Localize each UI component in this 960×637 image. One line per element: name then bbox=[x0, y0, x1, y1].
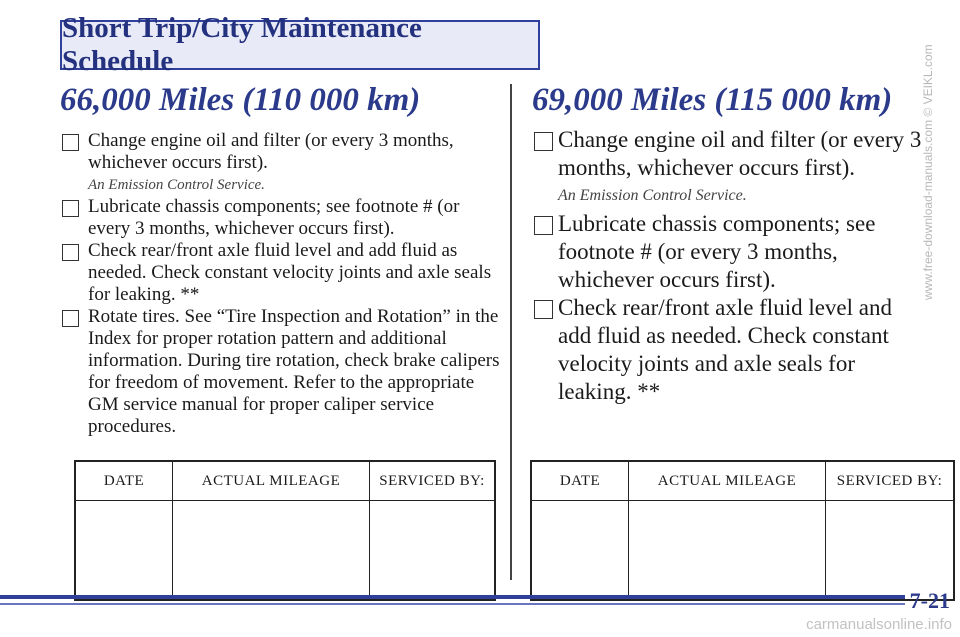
checkbox-icon[interactable] bbox=[62, 134, 79, 151]
mileage-cell[interactable] bbox=[629, 501, 826, 601]
right-service-log-table bbox=[530, 460, 955, 601]
checkbox-icon[interactable] bbox=[534, 216, 553, 235]
page-number: 7-21 bbox=[909, 588, 950, 613]
footer-watermark: carmanualsonline.info bbox=[806, 616, 952, 633]
checklist-item: Lubricate chassis components; see footnote # (or every 3 months, whichever occurs first). bbox=[532, 210, 927, 294]
left-mileage-heading: 66,000 Miles (110 000 km) bbox=[60, 82, 421, 118]
mileage-column-header: ACTUAL MILEAGE bbox=[173, 461, 370, 501]
checklist-item: Lubricate chassis components; see footnote # (or every 3 months, whichever occurs first). bbox=[60, 196, 500, 240]
checklist-item: Change engine oil and filter (or every 3 months, whichever occurs first). bbox=[532, 126, 927, 182]
table-row bbox=[531, 501, 954, 601]
side-watermark: www.free-download-manuals.com © VEIKL.com bbox=[921, 44, 935, 300]
checkbox-icon[interactable] bbox=[62, 244, 79, 261]
mileage-column-header: ACTUAL MILEAGE bbox=[629, 461, 826, 501]
serviced-by-column-header: SERVICED BY: bbox=[826, 461, 955, 501]
checklist-item: Check rear/front axle fluid level and add fluid as needed. Check constant velocity joints and axle seals for leaking. ** bbox=[60, 240, 500, 306]
checkbox-icon[interactable] bbox=[62, 310, 79, 327]
mileage-cell[interactable] bbox=[173, 501, 370, 601]
left-service-log-table bbox=[74, 460, 496, 601]
date-cell[interactable] bbox=[531, 501, 629, 601]
emission-note: An Emission Control Service. bbox=[88, 177, 265, 193]
checklist-item: Rotate tires. See “Tire Inspection and Rotation” in the Index for proper rotation pattern and additional information. During tire rotation, check brake calipers for freedom of movement. Refer to the appropriate GM service manual for proper caliper service procedures. bbox=[60, 306, 500, 438]
checkbox-icon[interactable] bbox=[534, 132, 553, 151]
section-title: Short Trip/City Maintenance Schedule bbox=[62, 12, 422, 77]
checkbox-icon[interactable] bbox=[534, 300, 553, 319]
emission-note: An Emission Control Service. bbox=[558, 187, 747, 204]
section-header bbox=[60, 12, 540, 77]
right-mileage-heading: 69,000 Miles (115 000 km) bbox=[532, 82, 893, 118]
date-column-header: DATE bbox=[75, 461, 173, 501]
serviced-by-cell[interactable] bbox=[826, 501, 955, 601]
left-checklist bbox=[60, 130, 500, 438]
footer-rule-thin bbox=[0, 603, 905, 605]
checkbox-icon[interactable] bbox=[62, 200, 79, 217]
checklist-item: Change engine oil and filter (or every 3 months, whichever occurs first). bbox=[60, 130, 500, 174]
serviced-by-cell[interactable] bbox=[370, 501, 496, 601]
table-row bbox=[75, 501, 495, 601]
date-column-header: DATE bbox=[531, 461, 629, 501]
footer-rule bbox=[0, 595, 905, 599]
checklist-item: Check rear/front axle fluid level and add fluid as needed. Check constant velocity joints and axle seals for leaking. ** bbox=[532, 294, 927, 406]
column-divider bbox=[510, 84, 512, 580]
serviced-by-column-header: SERVICED BY: bbox=[370, 461, 496, 501]
date-cell[interactable] bbox=[75, 501, 173, 601]
right-checklist bbox=[532, 126, 927, 406]
